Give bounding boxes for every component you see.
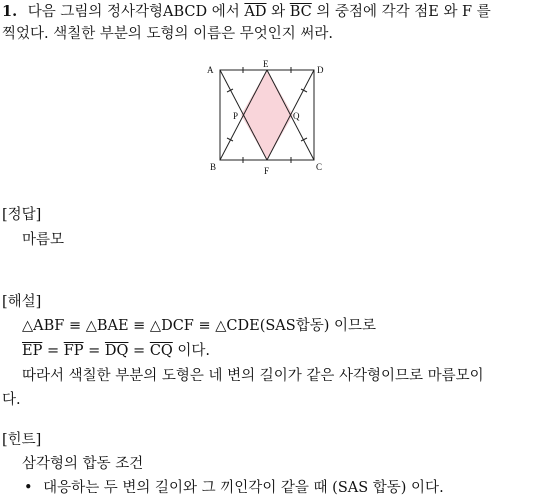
hint-header: [힌트] [2, 432, 42, 448]
label-p: P [233, 111, 239, 121]
solution-line-2 [22, 341, 210, 361]
segment-ad: $\overline{AD}$ [244, 4, 267, 20]
segment-ep: $\overline{EP}$ [22, 343, 43, 359]
problem-text-pre: 다음 그림의 정사각형ABCD 에서 [27, 4, 245, 20]
segment-fp: $\overline{FP}$ [63, 343, 84, 359]
label-d: D [317, 65, 324, 75]
hint-item-text: 대응하는 두 변의 길이와 그 끼인각이 같을 때 (SAS 합동) 이다. [43, 480, 444, 496]
hint-title: 삼각형의 합동 조건 [22, 456, 144, 472]
label-c: C [316, 162, 323, 172]
label-f: F [264, 166, 270, 176]
equals-sign: = [128, 343, 150, 359]
problem-number: 1. [2, 3, 18, 20]
solution-line-4: 다. [2, 392, 21, 408]
solution-line-3: 따라서 색칠한 부분의 도형은 네 변의 길이가 같은 사각형이므로 마름모이 [22, 368, 484, 384]
problem-text-mid: 와 [266, 4, 290, 20]
label-q: Q [293, 111, 300, 121]
answer-header: [정답] [2, 207, 42, 223]
equals-sign: = [83, 343, 105, 359]
solution-header: [해설] [2, 294, 42, 310]
label-b: B [210, 162, 217, 172]
hint-item [24, 478, 444, 498]
label-e: E [263, 59, 269, 69]
segment-bc: $\overline{BC}$ [289, 4, 312, 20]
solution-line-2-post: 이다. [172, 343, 211, 359]
answer-body: 마름모 [22, 232, 65, 248]
label-a: A [207, 65, 214, 75]
problem-text-post: 의 중점에 각각 점E 와 F 를 [311, 4, 491, 20]
problem-line-2: 찍었다. 색칠한 부분의 도형의 이름은 무엇인지 써라. [2, 26, 334, 42]
segment-dq: $\overline{DQ}$ [104, 343, 129, 359]
solution-line-1: △ABF ≡ △BAE ≡ △DCF ≡ △CDE(SAS합동) 이므로 [22, 318, 376, 334]
equals-sign: = [42, 343, 64, 359]
bullet-icon: • [24, 480, 33, 496]
rhombus-shaded [241, 70, 293, 160]
segment-cq: $\overline{CQ}$ [149, 343, 173, 359]
